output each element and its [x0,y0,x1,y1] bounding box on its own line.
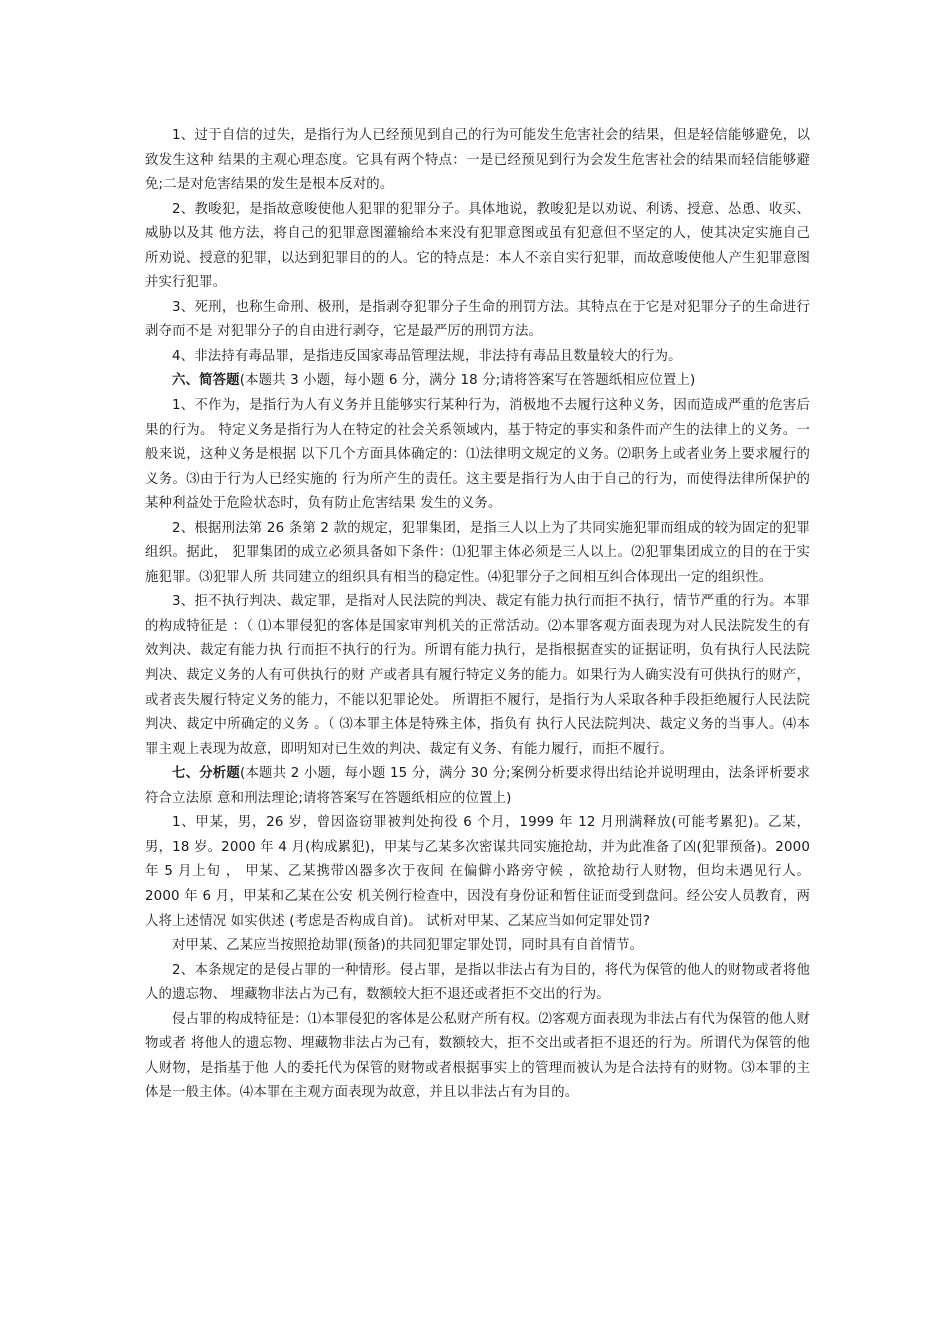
document-body [145,124,810,1106]
paragraph: 2、根据刑法第 26 条第 2 款的规定，犯罪集团，是指三人以上为了共同实施犯罪而组成的较为固定的犯罪组织。据此， 犯罪集团的成立必须具备如下条件：⑴犯罪主体必须是三人以上。⑵犯罪集团成立的目的在于实施犯罪。⑶犯罪人所 共同建立的组织具有相当的稳定性。⑷犯罪分子之间相互纠合体现出一定的组织性。 [145,520,810,585]
section-heading: 六、简答题 [172,373,240,389]
paragraph: 2、教唆犯，是指故意唆使他人犯罪的犯罪分子。具体地说，教唆犯是以劝说、利诱、授意、怂恿、收买、威胁以及其 他方法，将自己的犯罪意图灌输给本来没有犯罪意图或虽有犯意但不坚定的人，使其决定实施自己所劝说、授意的犯罪，以达到犯罪目的的人。它的特点是：本人不亲自实行犯罪，而故意唆使他人产生犯罪意图并实行犯罪。 [145,201,810,291]
section-heading-paragraph: 六、简答题(本题共 3 小题，每小题 6 分，满分 18 分;请将答案写在答题纸相应位置上) [172,373,696,389]
paragraph: 1、不作为，是指行为人有义务并且能够实行某种行为，消极地不去履行这种义务，因而造成严重的危害后果的行为。 特定义务是指行为人在特定的社会关系领域内，基于特定的事实和条件而产生的法律上的义务。一般来说，这种义务是根据 以下几个方面具体确定的：⑴法律明文规定的义务。⑵职务上或者业务上要求履行的义务。⑶由于行为人已经实施的 行为所产生的责任。这主要是指行为人由于自己的行为，而使得法律所保护的某种利益处于危险状态时，负有防止危害结果 发生的义务。 [145,398,810,512]
paragraph: 1、过于自信的过失，是指行为人已经预见到自己的行为可能发生危害社会的结果，但是轻信能够避免，以致发生这种 结果的主观心理态度。它具有两个特点：一是已经预见到行为会发生危害社会的结果而轻信能够避免;二是对危害结果的发生是根本反对的。 [145,128,810,193]
paragraph: 2、本条规定的是侵占罪的一种情形。侵占罪，是指以非法占有为目的，将代为保管的他人的财物或者将他人的遗忘物、 埋藏物非法占为己有，数额较大拒不退还或者拒不交出的行为。 [145,962,810,1003]
paragraph: 3、拒不执行判决、裁定罪，是指对人民法院的判决、裁定有能力执行而拒不执行，情节严重的行为。本罪的构成特征是 ：（ ⑴本罪侵犯的客体是国家审判机关的正常活动。⑵本罪客观方面表现为对人民法院发生的有效判决、裁定有能力执 行而拒不执行的行为。所谓有能力执行，是指根据查实的证据证明，负有执行人民法院判决、裁定义务的人有可供执行的财 产或者具有履行特定义务的能力。如果行为人确实没有可供执行的财产，或者丧失履行特定义务的能力，不能以犯罪论处。 所谓拒不履行，是指行为人采取各种手段拒绝履行人民法院判决、裁定中所确定的义务 。（ ⑶本罪主体是特殊主体，指负有 执行人民法院判决、裁定义务的当事人。⑷本罪主观上表现为故意，即明知对已生效的判决、裁定有义务、有能力履行，而拒不履行。 [145,594,810,757]
paragraph: 1、甲某，男，26 岁，曾因盗窃罪被判处拘役 6 个月，1999 年 12 月刑满释放(可能考累犯)。乙某，男，18 岁。2000 年 4 月(构成累犯)，甲某与乙某多次密谋共同实施抢劫，并为此准备了凶(犯罪预备)。2000 年 5 月上旬 ， 甲某、乙某携带凶器多次于夜间 在偏僻小路旁守候 ，欲抢劫行人财物，但均未遇见行人。2000 年 6 月，甲某和乙某在公安 机关例行检查中，因没有身份证和暂住证而受到盘问。经公安人员教育，两人将上述情况 如实供述 (考虑是否构成自首)。 试析对甲某、乙某应当如何定罪处罚? [145,815,810,929]
paragraph: 侵占罪的构成特征是：⑴本罪侵犯的客体是公私财产所有权。⑵客观方面表现为非法占有代为保管的他人财物或者 将他人的遗忘物、埋藏物非法占为己有，数额较大，拒不交出或者拒不退还的行为。所谓代为保管的他人财物，是指基于他 人的委托代为保管的财物或者根据事实上的管理而被认为是合法持有的财物。⑶本罪的主体是一般主体。⑷本罪在主观方面表现为故意，并且以非法占有为目的。 [145,1011,810,1101]
paragraph: 对甲某、乙某应当按照抢劫罪(预备)的共同犯罪定罪处罚，同时具有自首情节。 [172,938,644,954]
section-heading: 七、分析题 [172,766,241,782]
paragraph: 4、非法持有毒品罪，是指违反国家毒品管理法规，非法持有毒品且数量较大的行为。 [172,348,682,364]
paragraph: 3、死刑，也称生命刑、极刑，是指剥夺犯罪分子生命的刑罚方法。其特点在于它是对犯罪分子的生命进行剥夺而不是 对犯罪分子的自由进行剥夺，它是最严厉的刑罚方法。 [145,299,810,340]
section-heading-paragraph: 七、分析题(本题共 2 小题，每小题 15 分，满分 30 分;案例分析要求得出结论并说明理由，法条评析要求符合立法原 意和刑法理论;请将答案写在答题纸相应的位置上) [145,766,810,806]
